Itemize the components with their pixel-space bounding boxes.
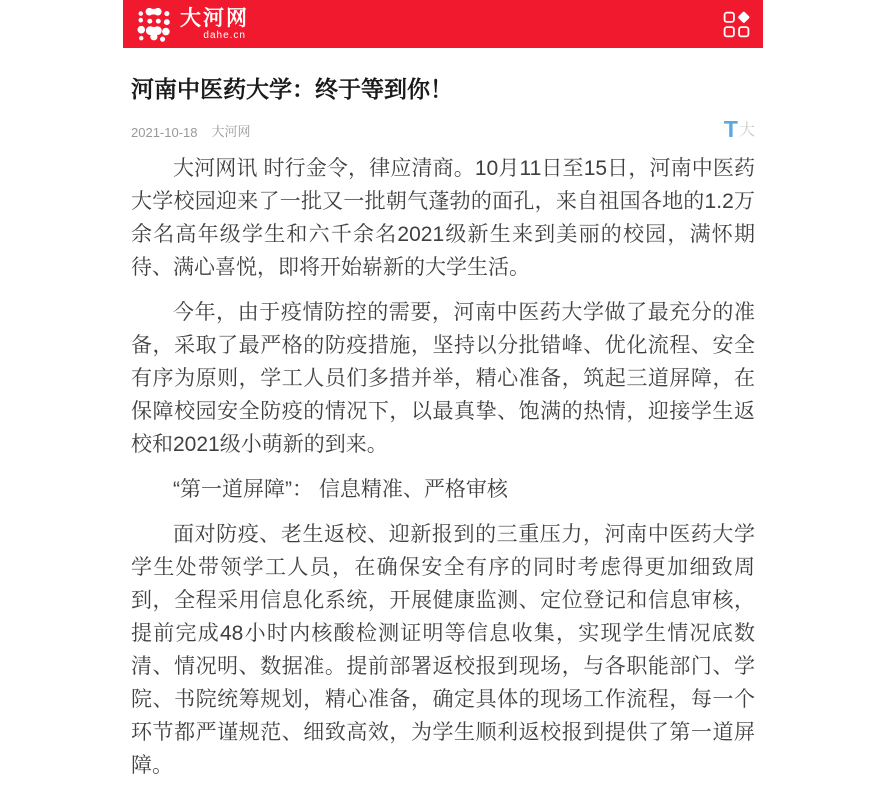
- article-source: 大河网: [211, 123, 251, 139]
- article-paragraph: 面对防疫、老生返校、迎新报到的三重压力，河南中医药大学学生处带领学工人员，在确保安全有序的同时考虑得更加细致周到，全程采用信息化系统，开展健康监测、定位登记和信息审核，提前完成48小时内核酸检测证明等信息收集，实现学生情况底数清、情况明、数据准。提前部署返校报到现场，与各职能部门、学院、书院统筹规划，精心准备，确定具体的现场工作流程，每一个环节都严谨规范、细致高效，为学生顺利返校报到提供了第一道屏障。: [131, 522, 755, 777]
- article-title: 河南中医药大学：终于等到你！: [131, 76, 453, 102]
- article-date: 2021-10-18: [131, 124, 198, 140]
- logo-domain: dahe.cn: [203, 29, 246, 41]
- font-size-t-icon: T: [723, 116, 738, 143]
- apps-grid-icon[interactable]: [723, 11, 750, 38]
- font-size-control[interactable]: [723, 116, 755, 143]
- article-meta: [131, 116, 755, 143]
- article-paragraph: 今年，由于疫情防控的需要，河南中医药大学做了最充分的准备，采取了最严格的防疫措施，坚持以分批错峰、优化流程、安全有序为原则，学工人员们多措并举，精心准备，筑起三道屏障，在保障校园安全防疫的情况下，以最真挚、饱满的热情，迎接学生返校和2021级小萌新的到来。: [131, 300, 755, 456]
- article-subheading: “第一道屏障”： 信息精准、严格审核: [173, 477, 508, 501]
- article: [123, 74, 763, 798]
- dahe-dots-logo-mark-icon: [137, 6, 173, 42]
- dahe-logo[interactable]: [137, 6, 249, 42]
- article-body: [131, 152, 755, 798]
- article-paragraph: 大河网讯 时行金令，律应清商。10月11日至15日，河南中医药大学校园迎来了一批又一批朝气蓬勃的面孔，来自祖国各地的1.2万余名高年级学生和六千余名2021级新生来到美丽的校园，满怀期待、满心喜悦，即将开始崭新的大学生活。: [131, 156, 755, 279]
- logo-site-name: 大河网: [180, 6, 249, 30]
- page: [123, 0, 763, 798]
- site-header: [123, 0, 763, 48]
- logo-text: [180, 8, 249, 41]
- font-size-label: 大: [738, 121, 755, 139]
